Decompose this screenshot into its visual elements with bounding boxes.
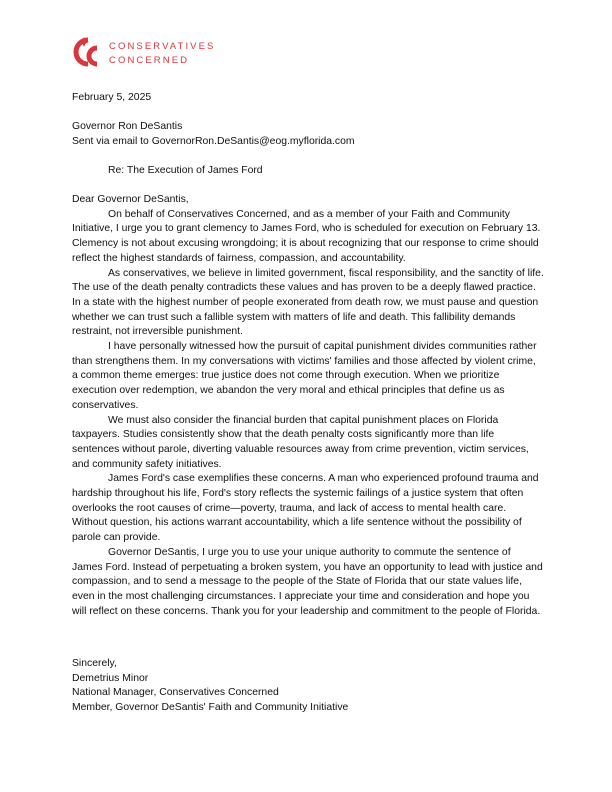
logo-wordmark [109,40,216,67]
body-paragraph-4: We must also consider the financial burden that capital punishment places on Florida taxpayers. Studies consistently show that the death penalty costs significantly more than life sentences without parole, diverting valuable resources away from crime prevention, victim services, and community safety initiatives. [72,414,529,470]
signer-affiliation: Member, Governor DeSantis' Faith and Community Initiative [72,702,349,714]
body-paragraph-5: James Ford's case exemplifies these concerns. A man who experienced profound trauma and hardship throughout his life, Ford's story reflects the systemic failings of a justice system that often overlooks the root causes of crime—poverty, trauma, and lack of access to mental health care. Without question, his actions warrant accountability, which a life sentence without the possibility of parole can provide. [72,473,539,544]
body-paragraph-3: I have personally witnessed how the pursuit of capital punishment divides communities rather than strengthens them. In my conversations with victims' families and those affected by violent crime, a common theme emerges: true justice does not come through execution. When we prioritize execution over redemption, we abandon the very moral and ethical principles that define us as conservatives. [72,341,537,411]
recipient-name: Governor Ron DeSantis [72,121,183,132]
body-paragraph-1: On behalf of Conservatives Concerned, and as a member of your Faith and Community Initiative, I urge you to grant clemency to James Ford, who is scheduled for execution on February 13. Clemency is not about excusing wrongdoing; it is about recognizing that our response to crime should reflect the highest standards of fairness, compassion, and accountability. [72,208,541,264]
letter-body [72,193,544,619]
cc-logo-icon [72,36,106,70]
closing: Sincerely, [72,658,117,669]
recipient-delivery: Sent via email to GovernorRon.DeSantis@eog.myflorida.com [72,135,355,147]
letter-subject: Re: The Execution of James Ford [108,165,263,176]
logo-line-2: CONCERNED [109,54,190,66]
recipient-block [72,120,544,149]
body-paragraph-2: As conservatives, we believe in limited government, fiscal responsibility, and the sanctity of life. The use of the death penalty contradicts these values and has proven to be a deeply flawed practice. In a state with the highest number of people exonerated from death row, we must pause and question whether we can trust such a fallible system with matters of life and death. This fallibility demands restraint, not irreversible punishment. [72,267,544,338]
logo-line-1: CONSERVATIVES [109,41,216,52]
body-paragraph-6: Governor DeSantis, I urge you to use your unique authority to commute the sentence of James Ford. Instead of perpetuating a broken system, you have an opportunity to lead with justice and compassion, and to send a message to the people of the State of Florida that our state values life, even in the most challenging circumstances. I appreciate your time and consideration and hope you will reflect on these concerns. Thank you for your leadership and commitment to the people of Florida. [72,546,543,617]
signer-name: Demetrius Minor [72,672,149,684]
letter-date: February 5, 2025 [72,92,152,103]
organization-logo [72,36,242,72]
signer-title: National Manager, Conservatives Concerned [72,687,279,699]
signature-block [72,657,544,716]
salutation: Dear Governor DeSantis, [72,194,189,205]
